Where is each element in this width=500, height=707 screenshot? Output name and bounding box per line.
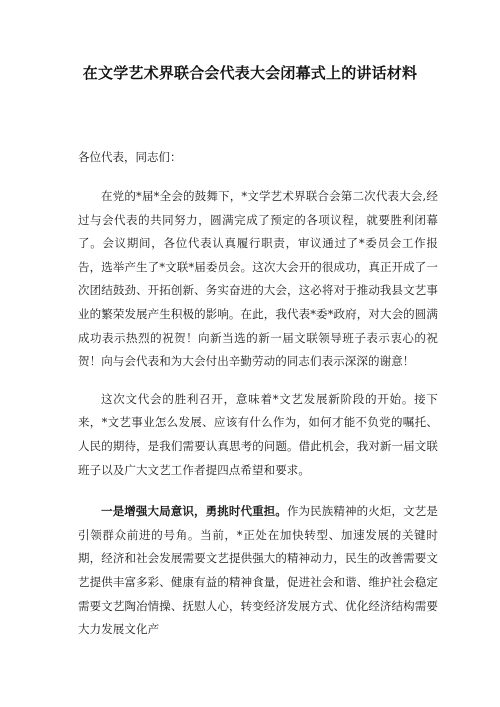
paragraph-opening: 在党的*届*全会的鼓舞下，*文学艺术界联合会第二次代表大会,经过与会代表的共同努力，圆满完成了预定的各项议程，就要胜利闭幕了。会议期间，各位代表认真履行职责，审议通过了*委员会工作报告，选举产生了*文联*届委员会。这次大会开的很成功，真正开成了一次团结鼓劲、开拓创新、务实奋进的大会，这必将对于推动我县文艺事业的繁荣发展产生积极的影响。在此，我代表*委*政府，对大会的圆满成功表示热烈的祝贺！向新当选的新一届文联领导班子表示衷心的祝贺！向与会代表和为大会付出辛勤劳动的同志们表示深深的谢意！ <box>78 189 438 369</box>
paragraph-point-one-body: 作为民族精神的火炬，文艺是引领群众前进的号角。当前，*正处在加快转型、加速发展的关键时期，经济和社会发展需要文艺提供强大的精神动力，民生的改善需要文艺提供丰富多彩、健康有益的精神食量，促进社会和谐、维护社会稳定需要文艺陶冶情操、抚慰人心，转变经济发展方式、优化经济结构需要大力发展文化产 <box>78 504 438 637</box>
salutation: 各位代表，同志们： <box>78 150 182 164</box>
document-title: 在文学艺术界联合会代表大会闭幕式上的讲话材料 <box>82 64 418 82</box>
paragraph-point-one <box>78 500 438 642</box>
paragraph-transition: 这次文代会的胜利召开，意味着*文艺发展新阶段的开始。接下来，*文艺事业怎么发展、应该有什么作为，如何才能不负党的嘱托、人民的期待，是我们需要认真思考的问题。借此机会，我对新一届文联班子以及广大文艺工作者提四点希望和要求。 <box>78 391 438 477</box>
paragraph-point-one-heading: 一是增强大局意识，勇挑时代重担。 <box>101 504 287 519</box>
